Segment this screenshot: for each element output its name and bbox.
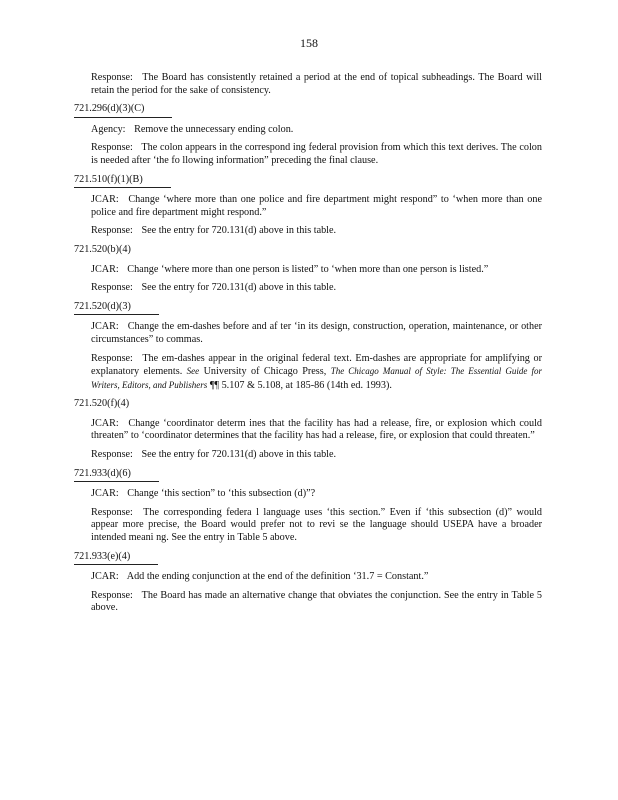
- jcar-comment: [91, 264, 542, 277]
- pinpoint-citation: ¶¶ 5.107 & 5.108, at 185-86 (14th ed. 1993).: [209, 379, 392, 391]
- page-number: 158: [300, 36, 318, 50]
- comment-section: [74, 398, 542, 461]
- section-citation: 721.933(e)(4): [74, 551, 158, 566]
- jcar-comment: [91, 321, 542, 346]
- board-response: [91, 507, 542, 545]
- entry-label: JCAR:: [91, 417, 119, 429]
- entry-text: See the entry for 720.131(d) above in this table.: [141, 449, 337, 461]
- jcar-comment: [91, 194, 542, 219]
- board-response: [91, 590, 542, 615]
- entry-text: Change ‘coordinator determ ines that the facility has had a release, fire, or explosion which could threaten” to ‘coordinator determines that the facility has had a release, fire, or explosion that could threaten.”: [91, 417, 543, 442]
- comment-section: [74, 301, 542, 393]
- section-citation: 721.510(f)(1)(B): [74, 174, 171, 189]
- entry-label: Agency:: [91, 123, 126, 135]
- citation-signal: See: [186, 366, 200, 377]
- board-response: [91, 353, 542, 393]
- entry-text: Remove the unnecessary ending colon.: [134, 123, 294, 135]
- entry-text: See the entry for 720.131(d) above in this table.: [141, 225, 337, 237]
- entry-label: Response:: [91, 352, 133, 364]
- entry-label: Response:: [91, 72, 133, 83]
- entry-label: JCAR:: [91, 263, 119, 275]
- comment-section: [74, 244, 542, 295]
- book-title: The Chicago Manual of Style: The Essential Guide for Writers, Editors, and Publishers: [91, 366, 543, 390]
- entry-label: Response:: [91, 282, 133, 294]
- document-body: [74, 72, 542, 621]
- comment-section: [74, 103, 542, 167]
- agency-comment: [91, 124, 542, 137]
- jcar-comment: [91, 571, 542, 584]
- entry-label: JCAR:: [91, 571, 119, 583]
- entry-text: Change the em-dashes before and af ter ‘in its design, construction, operation, maintenance, or other circumstances” to commas.: [91, 321, 543, 345]
- entry-label: Response:: [91, 449, 133, 461]
- entry-label: JCAR:: [91, 194, 119, 206]
- entry-text: The Board has made an alternative change that obviates the conjunction. See the entry in Table 5 above.: [91, 589, 542, 614]
- entry-text: See the entry for 720.131(d) above in this table.: [141, 282, 337, 294]
- entry-label: Response:: [91, 589, 133, 601]
- board-response: [91, 225, 542, 238]
- entry-label: Response:: [91, 142, 133, 154]
- intro-response: [91, 72, 542, 97]
- entry-text: Change ‘where more than one person is listed” to ‘when more than one person is listed.”: [127, 263, 489, 275]
- jcar-comment: [91, 418, 542, 443]
- entry-label: Response:: [91, 225, 133, 237]
- entry-text: Change ‘where more than one police and fire department might respond” to ‘when more than one police and fire department might respond.”: [91, 194, 542, 218]
- entry-text: The colon appears in the correspond ing federal provision from which this text derives. The colon is needed after ‘the fo llowing information” preceding the final clause.: [91, 142, 542, 166]
- entry-label: Response:: [91, 506, 133, 518]
- publisher: University of Chicago Press,: [203, 366, 327, 378]
- comment-section: [74, 551, 542, 615]
- comment-section: [74, 174, 542, 238]
- section-citation: 721.296(d)(3)(C): [74, 103, 172, 118]
- entry-label: JCAR:: [91, 321, 119, 333]
- section-citation: 721.520(b)(4): [74, 243, 131, 255]
- entry-text: The Board has consistently retained a period at the end of topical subheadings. The Board will retain the period for the sake of consistency.: [91, 72, 542, 96]
- comment-section: [74, 468, 542, 545]
- board-response: [91, 449, 542, 462]
- section-citation: 721.933(d)(6): [74, 468, 159, 483]
- entry-label: JCAR:: [91, 488, 119, 500]
- entry-text: The corresponding federa l language uses ‘this section.” Even if ‘this subsection (d)” would appear more precise, the Board would prefer not to revi se the language should USEPA have a broader intended meani ng. See the entry in Table 5 above.: [91, 506, 542, 544]
- board-response: [91, 282, 542, 295]
- section-citation: 721.520(f)(4): [74, 398, 130, 410]
- entry-text: Add the ending conjunction at the end of the definition ‘31.7 = Constant.”: [126, 571, 429, 583]
- entry-text: Change ‘this section” to ‘this subsection (d)”?: [127, 488, 316, 500]
- entry-text: The em-dashes appear in the original federal text. Em-dashes are appropriate for amplifying or explanatory elements.: [91, 352, 542, 378]
- board-response: [91, 142, 542, 167]
- jcar-comment: [91, 488, 542, 501]
- section-citation: 721.520(d)(3): [74, 301, 159, 316]
